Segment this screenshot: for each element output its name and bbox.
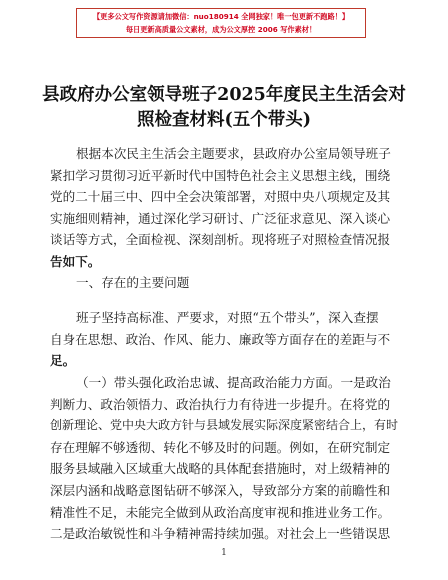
promo-header-box <box>76 8 366 38</box>
paragraph-line: 根据本次民主生活会主题要求，县政府办公室局领导班子 <box>76 146 391 161</box>
paragraph-line: 党的二十届三中、四中全会决策部署，对照中央八项规定及其 <box>50 189 391 205</box>
paragraph-line: 精准性不足，未能完全做到从政治高度审视和推进业务工作。 <box>50 504 391 520</box>
paragraph-line: （一）带头强化政治忠诚、提高政治能力方面。一是政治 <box>76 375 391 390</box>
paragraph-line: 告如下。 <box>50 253 101 269</box>
page-number: 1 <box>221 548 227 558</box>
section-1-paragraph <box>50 307 398 372</box>
promo-header-line-1: 【更多公文写作资源请加微信：nuo180914 全网独家！唯一包更新不跑路！】 <box>92 12 350 21</box>
paragraph-line: 谈话等方式，全面检视、深刻剖析。现将班子对照检查情况报 <box>50 232 391 248</box>
item-1-paragraph <box>50 372 398 545</box>
paragraph-line: 班子坚持高标准、严要求，对照“五个带头”，深入查摆 <box>76 310 379 325</box>
paragraph-line: 判断力、政治领悟力、政治执行力有待进一步提升。在将党的 <box>50 396 391 412</box>
section-1-heading: 一、存在的主要问题 <box>76 275 190 290</box>
document-title-line-2: 照检查材料(五个带头) <box>136 110 312 130</box>
paragraph-line: 服务县域融入区域重大战略的具体配套措施时，对上级精神的 <box>50 461 391 477</box>
intro-paragraph <box>50 143 398 273</box>
paragraph-line: 紧扣学习贯彻习近平新时代中国特色社会主义思想主线，围绕 <box>50 167 391 183</box>
document-title-line-1: 县政府办公室领导班子2025年度民主生活会对 <box>42 85 406 105</box>
paragraph-line: 存在理解不够透彻、转化不够及时的问题。例如，在研究制定 <box>50 439 391 455</box>
section-heading <box>50 272 398 294</box>
paragraph-line: 创新理论、党中央大政方针与县域发展实际深度紧密结合上，有时 <box>50 418 399 433</box>
promo-header-line-2: 每日更新高质量公文素材，成为公文厚控 2006 写作素材！ <box>125 25 317 34</box>
paragraph-line: 实施细则精神，通过深化学习研讨、广泛征求意见、深入谈心 <box>50 210 391 226</box>
paragraph-line: 足。 <box>50 353 76 369</box>
document-title <box>40 83 408 133</box>
paragraph-line: 自身在思想、政治、作风、能力、廉政等方面存在的差距与不 <box>50 331 391 347</box>
paragraph-line: 二是政治敏锐性和斗争精神需持续加强。对社会上一些错误思 <box>50 526 391 542</box>
paragraph-line: 深层内涵和战略意图钻研不够深入，导致部分方案的前瞻性和 <box>50 482 391 498</box>
